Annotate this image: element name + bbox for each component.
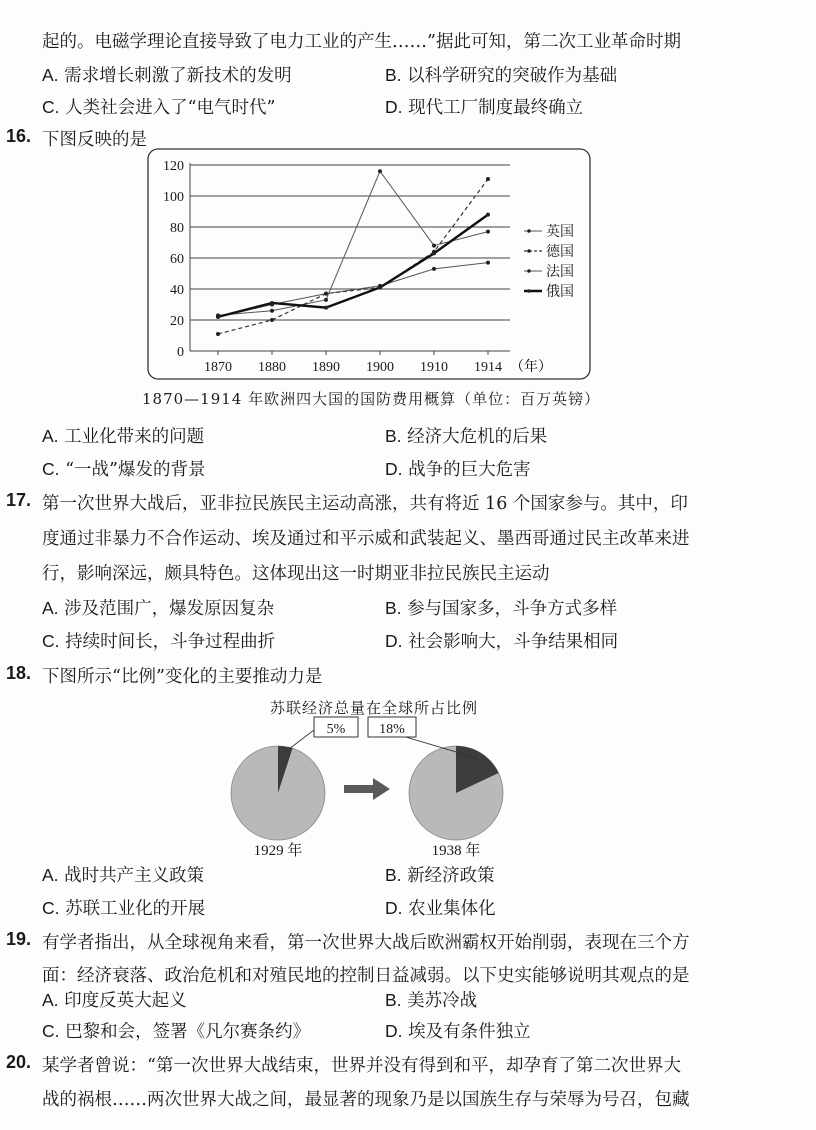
series-point-1 [486,177,490,181]
series-point-2 [324,292,328,296]
q19-option-a[interactable]: A. 印度反英大起义 [42,990,187,1011]
q18-stem: 下图所示“比例”变化的主要推动力是 [42,667,323,687]
q15-option-c[interactable]: C. 人类社会进入了“电气时代” [42,97,276,118]
q20-number: 20. [6,1052,32,1072]
q20-stem-line-2: 战的祸根……两次世界大战之间，最显著的现象乃是以国族生存与荣辱为号召，包藏 [42,1090,690,1110]
series-point-2 [432,267,436,271]
arrow-right-icon [344,778,390,800]
q19-stem-line-2: 面：经济衰落、政治危机和对殖民地的控制日益减弱。以下史实能够说明其观点的是 [42,966,690,986]
y-tick-label: 80 [170,221,184,236]
pie-year-label: 1929 年 [253,843,303,859]
q18-option-b[interactable]: B. 新经济政策 [385,865,495,886]
callout-leader [284,727,318,753]
pie-value-label: 18% [379,722,405,737]
q17-stem-line-3: 行，影响深远，颇具特色。这体现出这一时期亚非拉民族民主运动 [42,564,550,584]
q15-stem-tail: 起的。电磁学理论直接导致了电力工业的产生……”据此可知，第二次工业革命时期 [42,32,681,52]
q18-option-c[interactable]: C. 苏联工业化的开展 [42,898,206,919]
x-tick-label: 1890 [312,360,340,375]
q17-option-b[interactable]: B. 参与国家多，斗争方式多样 [385,598,618,619]
q17-stem-line-2: 度通过非暴力不合作运动、埃及通过和平示威和武装起义、墨西哥通过民主改革来进 [42,529,690,549]
q17-number: 17. [6,490,32,510]
x-tick-label: 1914 [474,360,502,375]
q19-option-c[interactable]: C. 巴黎和会，签署《凡尔赛条约》 [42,1021,311,1042]
q17-option-a[interactable]: A. 涉及范围广，爆发原因复杂 [42,598,275,619]
q16-option-c[interactable]: C. “一战”爆发的背景 [42,459,206,480]
y-tick-label: 0 [177,345,184,360]
chart-x-axis-label: （年） [510,360,552,375]
q15-option-a[interactable]: A. 需求增长刺激了新技术的发明 [42,65,292,86]
series-line-2 [218,263,488,317]
q19-option-b[interactable]: B. 美苏冷战 [385,990,478,1011]
y-tick-label: 120 [163,159,184,174]
legend-marker [527,249,531,253]
legend-marker [527,269,531,273]
legend-label: 英国 [546,225,574,240]
series-point-1 [216,332,220,336]
series-point-3 [324,306,328,310]
y-tick-label: 20 [170,314,184,329]
series-point-1 [270,318,274,322]
series-line-3 [218,215,488,317]
series-point-0 [270,309,274,313]
pie-year-label: 1938 年 [431,843,481,859]
legend-marker [527,289,531,293]
series-point-0 [378,169,382,173]
x-tick-label: 1870 [204,360,232,375]
series-point-3 [432,251,436,255]
defense-spending-line-chart [140,145,600,385]
q17-option-d[interactable]: D. 社会影响大，斗争结果相同 [385,631,619,652]
q16-option-b[interactable]: B. 经济大危机的后果 [385,426,548,447]
x-tick-label: 1900 [366,360,394,375]
pie-value-label: 5% [326,722,346,737]
series-point-0 [432,244,436,248]
q20-stem-line-1: 某学者曾说：“第一次世界大战结束，世界并没有得到和平，却孕育了第二次世界大 [42,1056,681,1076]
q16-stem: 下图反映的是 [42,130,147,150]
series-point-3 [270,301,274,305]
series-point-3 [216,315,220,319]
series-line-1 [218,179,488,334]
series-point-3 [378,285,382,289]
q18-option-d[interactable]: D. 农业集体化 [385,898,496,919]
q17-option-c[interactable]: C. 持续时间长，斗争过程曲折 [42,631,276,652]
pie-chart-title: 苏联经济总量在全球所占比例 [270,699,479,717]
q18-option-a[interactable]: A. 战时共产主义政策 [42,865,205,886]
series-point-3 [486,213,490,217]
q15-option-b[interactable]: B. 以科学研究的突破作为基础 [385,65,618,86]
q19-stem-line-1: 有学者指出，从全球视角来看，第一次世界大战后欧洲霸权开始削弱，表现在三个方 [42,933,690,953]
legend-label: 法国 [546,265,574,280]
x-tick-label: 1910 [420,360,448,375]
q19-option-d[interactable]: D. 埃及有条件独立 [385,1021,531,1042]
legend-marker [527,229,531,233]
line-chart-title: 1870—1914 年欧洲四大国的国防费用概算（单位：百万英镑） [142,390,601,408]
q15-option-d[interactable]: D. 现代工厂制度最终确立 [385,97,584,118]
q18-number: 18. [6,663,32,683]
series-point-0 [486,230,490,234]
series-point-0 [324,298,328,302]
legend-label: 德国 [546,245,574,260]
q16-option-d[interactable]: D. 战争的巨大危害 [385,459,531,480]
legend-label: 俄国 [546,285,574,300]
y-tick-label: 100 [163,190,184,205]
y-tick-label: 40 [170,283,184,298]
soviet-share-pie-charts [220,715,540,860]
y-tick-label: 60 [170,252,184,267]
q16-option-a[interactable]: A. 工业化带来的问题 [42,426,205,447]
x-tick-label: 1880 [258,360,286,375]
q19-number: 19. [6,929,32,949]
chart-frame [148,149,590,379]
q16-number: 16. [6,126,32,146]
series-point-2 [486,261,490,265]
q17-stem-line-1: 第一次世界大战后，亚非拉民族民主运动高涨，共有将近 16 个国家参与。其中，印 [42,494,688,514]
